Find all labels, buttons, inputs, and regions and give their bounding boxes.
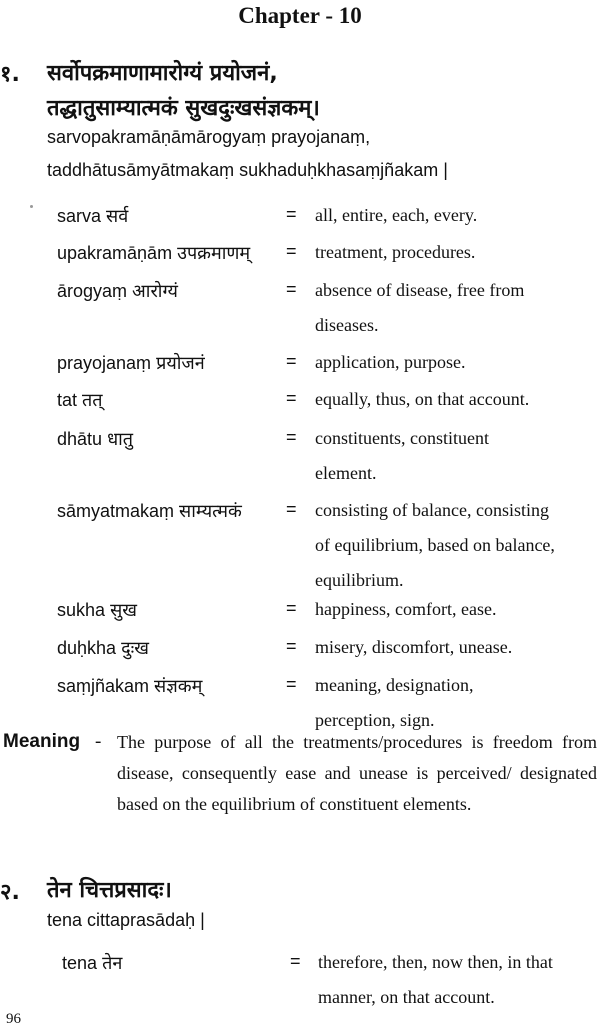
equals-sign: =: [286, 674, 297, 694]
term-transliteration: dhātu: [57, 429, 103, 449]
equals-sign: =: [286, 636, 297, 656]
term-devanagari: प्रयोजनं: [156, 353, 205, 374]
term-transliteration: upakramāṇām: [57, 243, 173, 263]
glossary-term: [57, 636, 149, 660]
glossary-definition: [315, 592, 600, 627]
term-devanagari: दुःख: [121, 638, 149, 659]
glossary-definition: [315, 198, 600, 233]
term-transliteration: sarva: [57, 206, 102, 226]
term-transliteration: duḥkha: [57, 638, 117, 658]
verse-1-transliteration-line-1: sarvopakramāṇāmārogyaṃ prayojanaṃ,: [47, 127, 371, 147]
term-devanagari: सुख: [110, 600, 137, 621]
definition-line: all, entire, each, every.: [315, 205, 478, 225]
definition-line: diseases.: [315, 315, 379, 335]
definition-line: application, purpose.: [315, 352, 466, 372]
term-devanagari: उपक्रमाणम्: [177, 243, 251, 264]
term-transliteration: ārogyaṃ: [57, 281, 128, 301]
verse-2-number: २.: [0, 880, 20, 905]
glossary-term: [57, 674, 202, 698]
verse-1-sanskrit-line-2: तद्धातुसाम्यात्मकं सुखदुःखसंज्ञकम्।: [47, 96, 320, 121]
verse-1-sanskrit-line-1: सर्वोपक्रमाणामारोग्यं प्रयोजनं,: [47, 61, 278, 86]
meaning-text: The purpose of all the treatments/procedures is freedom from disease, consequently ease and unease is perceived/ designated based on the equilibrium of constituent elements.: [117, 732, 597, 814]
speck: [30, 205, 33, 208]
definition-line: constituents, constituent: [315, 428, 489, 448]
definition-line: equilibrium.: [315, 570, 404, 590]
glossary-definition: [315, 630, 600, 665]
page-number: 96: [6, 1011, 21, 1027]
glossary-term: [57, 351, 205, 375]
glossary-definition: [315, 493, 600, 598]
definition-line: consisting of balance, consisting: [315, 500, 549, 520]
verse-1-transliteration-line-2: taddhātusāmyātmakaṃ sukhaduḥkhasaṃjñakam |: [47, 160, 448, 180]
definition-line: therefore, then, now then, in that: [318, 952, 553, 972]
term-devanagari: तत्: [82, 390, 103, 411]
term-devanagari: सर्व: [106, 206, 129, 227]
definition-line: equally, thus, on that account.: [315, 389, 530, 409]
glossary-term: [57, 598, 137, 622]
term-transliteration: tat: [57, 390, 78, 410]
definition-line: perception, sign.: [315, 710, 435, 730]
equals-sign: =: [286, 241, 297, 261]
glossary-definition: [315, 273, 600, 343]
definition-line: of equilibrium, based on balance,: [315, 535, 555, 555]
verse-1-number: १.: [0, 62, 20, 87]
term-transliteration: sukha: [57, 600, 106, 620]
term-devanagari: आरोग्यं: [132, 281, 178, 302]
glossary-definition: [315, 382, 600, 417]
definition-line: happiness, comfort, ease.: [315, 599, 497, 619]
equals-sign: =: [286, 351, 297, 371]
glossary-definition: [315, 421, 600, 491]
verse-2-sanskrit: तेन चित्तप्रसादः।: [47, 878, 172, 903]
glossary-term: [57, 204, 128, 228]
meaning-dash: -: [95, 731, 102, 752]
glossary-term: [57, 388, 103, 412]
term-transliteration: prayojanaṃ: [57, 353, 152, 373]
equals-sign: =: [286, 388, 297, 408]
equals-sign: =: [286, 598, 297, 618]
equals-sign: =: [286, 279, 297, 299]
glossary-term: [62, 951, 122, 975]
verse-2-transliteration: tena cittaprasādaḥ |: [47, 910, 205, 930]
definition-line: manner, on that account.: [318, 987, 495, 1007]
term-transliteration: sāmyatmakaṃ: [57, 501, 175, 521]
term-transliteration: saṃjñakam: [57, 676, 150, 696]
definition-line: misery, discomfort, unease.: [315, 637, 513, 657]
term-devanagari: संज्ञकम्: [154, 676, 203, 697]
equals-sign: =: [286, 427, 297, 447]
term-devanagari: साम्यत्मकं: [179, 501, 242, 522]
term-devanagari: धातु: [107, 429, 134, 450]
glossary-definition: [318, 945, 600, 1015]
definition-line: element.: [315, 463, 377, 483]
equals-sign: =: [290, 951, 301, 971]
term-devanagari: तेन: [102, 953, 123, 974]
glossary-term: [57, 499, 242, 523]
equals-sign: =: [286, 204, 297, 224]
definition-line: meaning, designation,: [315, 675, 474, 695]
glossary-definition: [315, 345, 600, 380]
chapter-title: Chapter - 10: [238, 3, 362, 28]
equals-sign: =: [286, 499, 297, 519]
definition-line: absence of disease, free from: [315, 280, 525, 300]
glossary-definition: [315, 235, 600, 270]
glossary-term: [57, 279, 178, 303]
meaning-label: Meaning: [3, 731, 81, 752]
glossary-term: [57, 241, 250, 265]
term-transliteration: tena: [62, 953, 98, 973]
definition-line: treatment, procedures.: [315, 242, 476, 262]
glossary-term: [57, 427, 133, 451]
